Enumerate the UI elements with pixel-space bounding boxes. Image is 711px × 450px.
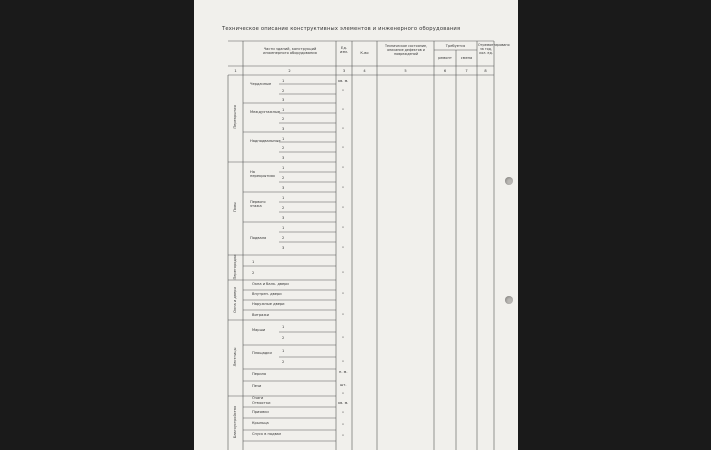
sub-num: 2 [282, 236, 285, 240]
unit-ditto: " [342, 206, 344, 211]
header-unit: Ед. изм. [339, 46, 349, 55]
row-basement: Надподвальные [250, 139, 281, 143]
sub-num: 1 [282, 196, 285, 200]
row-external-doors: Внутрен. двери [252, 292, 282, 296]
row-windows-doors: Окна и балк. двери [252, 282, 289, 286]
sub-num: 2 [282, 336, 285, 340]
unit-ditto: " [342, 226, 344, 231]
unit-ditto: " [342, 313, 344, 318]
unit-ditto: " [342, 127, 344, 132]
row-platforms: Площадки [252, 351, 272, 355]
row-porches: Крыльца [252, 421, 269, 425]
group-floors: Полы [233, 201, 237, 213]
sub-num: 3 [282, 127, 285, 131]
sub-num: 3 [282, 216, 285, 220]
unit-m: п. м. [339, 370, 348, 374]
col-num-4: 4 [363, 69, 366, 73]
sub-num: 3 [282, 98, 285, 102]
sub-num: 2 [252, 271, 255, 275]
row-ext-doors: Наружные двери [252, 302, 285, 306]
punch-hole-top [505, 177, 513, 185]
row-hearths: Очаги [252, 396, 264, 400]
row-railings: Перила [252, 372, 267, 376]
document-page [194, 0, 518, 450]
header-replace: смена [460, 56, 473, 60]
group-roof: Благоустройство [233, 405, 237, 439]
row-interfloor: Междуэтажные [250, 110, 281, 114]
row-on-floors: На перекрытиях [250, 170, 276, 179]
sub-num: 3 [282, 246, 285, 250]
document-title: Техническое описание конструктивных элементов и инженерного оборудования [222, 26, 461, 32]
row-marches: Марши [252, 328, 266, 332]
sub-num: 2 [282, 176, 285, 180]
col-num-5: 5 [404, 69, 407, 73]
col-num-2: 2 [288, 69, 291, 73]
unit-ditto: " [342, 434, 344, 439]
unit-ditto: " [342, 360, 344, 365]
punch-hole-bottom [505, 296, 513, 304]
unit-ditto: " [342, 89, 344, 94]
group-stairs2: Лестницы [233, 347, 237, 367]
row-blind-area: Отмостки [252, 401, 271, 405]
group-windows: Окна и двери [233, 287, 237, 313]
unit-ditto: " [342, 246, 344, 251]
col-num-6: 6 [443, 69, 447, 73]
group-stairs: Перегородки [233, 254, 237, 280]
row-pits: Приямки [252, 410, 269, 414]
col-num-3: 3 [342, 69, 346, 73]
col-num-7: 7 [465, 69, 468, 73]
unit-ditto: " [342, 166, 344, 171]
sub-num: 2 [282, 360, 285, 364]
header-repair: ремонт [438, 56, 452, 60]
sub-num: 2 [282, 146, 285, 150]
sub-num: 1 [282, 166, 285, 170]
group-partitions: Перекрытия [233, 105, 237, 129]
header-qty: К-во [360, 51, 369, 55]
col-num-8: 8 [484, 69, 487, 73]
unit-ditto: " [342, 271, 344, 276]
unit-ditto: " [342, 146, 344, 151]
sub-num: 1 [282, 108, 285, 112]
sub-num: 1 [282, 79, 285, 83]
sub-num: 2 [282, 206, 285, 210]
row-fittings: Витражи [252, 313, 269, 317]
header-parts: Части зданий, конструкций инженерного оборудования [263, 47, 317, 56]
unit-sqm: кв. м. [338, 79, 349, 83]
unit-ditto: " [342, 186, 344, 191]
sub-num: 1 [282, 349, 285, 353]
header-required: Требуется [445, 44, 466, 48]
sub-num: 3 [282, 156, 285, 160]
row-stoves: Печи [252, 384, 262, 388]
header-norm: Отремонтировано за год, кол. ед. [478, 43, 510, 56]
unit-ditto: " [342, 336, 344, 341]
unit-ditto: " [342, 292, 344, 297]
sub-num: 1 [282, 137, 285, 141]
form-table-grid [194, 0, 518, 450]
row-descents: Спуск в подвал [252, 432, 282, 436]
row-attic: Чердачные [250, 82, 272, 86]
row-first-floor: Первого этажа [250, 200, 266, 209]
col-num-1: 1 [234, 69, 237, 73]
row-cellar: Подвала [250, 236, 267, 240]
sub-num: 1 [252, 260, 255, 264]
unit-ditto: " [342, 411, 344, 416]
sub-num: 1 [282, 226, 285, 230]
unit-sqm-2: кв. м. [338, 401, 349, 405]
unit-ditto: " [342, 108, 344, 113]
sub-num: 2 [282, 117, 285, 121]
sub-num: 1 [282, 325, 285, 329]
unit-ditto: " [342, 392, 344, 397]
sub-num: 3 [282, 186, 285, 190]
sub-num: 2 [282, 89, 285, 93]
unit-pcs: шт. [340, 383, 347, 387]
unit-ditto: " [342, 423, 344, 428]
header-condition: Техническое состояние, описание дефектов и повреждений [384, 44, 428, 57]
